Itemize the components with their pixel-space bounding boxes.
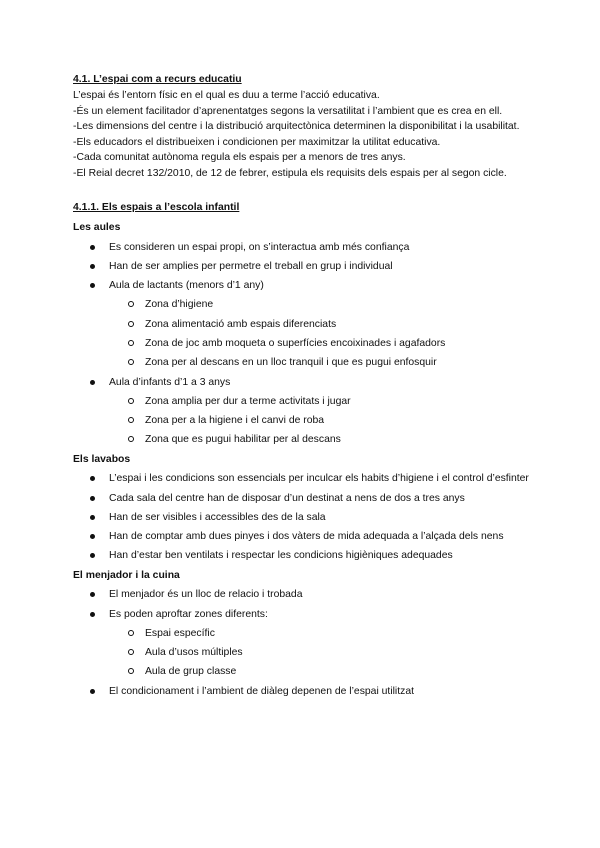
sublist-item: Aula de grup classe [109,662,530,681]
bullet-icon [90,592,95,597]
sublist-item: Zona per al descans en un lloc tranquil i que es pugui enfosquir [109,353,530,372]
lavabos-heading: Els lavabos [73,453,131,465]
sublist-item: Zona d’higiene [109,295,530,314]
intro-paragraph: -Cada comunitat autònoma regula els espais per a menors de tres anys. [73,152,406,163]
intro-paragraph: -Els educadors el distribueixen i condicionen per maximitzar la utilitat educativa. [73,136,441,148]
section-title: 4.1. L’espai com a recurs educatiu [73,74,242,85]
list-item: L’espai i les condicions son essencials per inculcar els habits d’higiene i el control d’esfinter [73,469,530,488]
list-item: Han d’estar ben ventilats i respectar les condicions higièniques adequades [73,546,530,565]
circle-bullet-icon [128,649,134,655]
circle-bullet-icon [128,340,134,346]
list-item: El menjador és un lloc de relacio i trobada [73,585,530,604]
circle-bullet-icon [128,436,134,442]
lactants-sublist [109,295,530,372]
subsection-title: 4.1.1. Els espais a l’escola infantil [73,202,240,213]
bullet-icon [90,534,95,539]
list-item: Aula d’infants d’1 a 3 anys Zona amplia per dur a terme activitats i jugar Zona per a la higiene i el canvi de roba Zona que es pugui habilitar per al descans [73,373,530,450]
sublist-item: Zona amplia per dur a terme activitats i jugar [109,392,530,411]
infants-sublist [109,392,530,450]
bullet-icon [90,380,95,385]
sublist-item: Espai específic [109,624,530,643]
sublist-item: Aula d’usos múltiples [109,643,530,662]
list-item: El condicionament i l’ambient de diàleg depenen de l’espai utilitzat [73,682,530,701]
aules-list [73,238,530,450]
intro-paragraph: -El Reial decret 132/2010, de 12 de febrer, estipula els requisits dels espais per al segon cicle. [73,167,507,179]
sublist-item: Zona que es pugui habilitar per al descans [109,430,530,449]
bullet-icon [90,245,95,250]
lavabos-list [73,469,530,565]
bullet-icon [90,496,95,501]
list-item: Han de comptar amb dues pinyes i dos vàters de mida adequada a l’alçada dels nens [73,527,530,546]
menjador-list [73,585,530,701]
intro-paragraph: -Les dimensions del centre i la distribució arquitectònica determinen la disponibilitat i la usabilitat. [73,121,520,132]
circle-bullet-icon [128,630,134,636]
bullet-icon [90,515,95,520]
circle-bullet-icon [128,398,134,404]
list-item: Aula de lactants (menors d’1 any) Zona d’higiene Zona alimentació amb espais diferenciats Zona de joc amb moqueta o superfícies encoixinades i agafadors Zona per al descans en un lloc tranquil i que es pugui enfosquir [73,276,530,372]
circle-bullet-icon [128,301,134,307]
sublist-item: Zona alimentació amb espais diferenciats [109,315,530,334]
list-item: Cada sala del centre han de disposar d’un destinat a nens de dos a tres anys [73,489,530,508]
zones-sublist [109,624,530,682]
bullet-icon [90,476,95,481]
menjador-heading: El menjador i la cuina [73,569,180,581]
bullet-icon [90,553,95,558]
sublist-item: Zona de joc amb moqueta o superfícies encoixinades i agafadors [109,334,530,353]
sublist-item: Zona per a la higiene i el canvi de roba [109,411,530,430]
bullet-icon [90,264,95,269]
list-item: Es consideren un espai propi, on s’interactua amb més confiança [73,238,530,257]
list-item: Han de ser visibles i accessibles des de la sala [73,508,530,527]
aules-heading: Les aules [73,222,121,233]
intro-paragraph: L’espai és l’entorn físic en el qual es duu a terme l’acció educativa. [73,90,380,101]
bullet-icon [90,689,95,694]
circle-bullet-icon [128,321,134,327]
intro-block [73,88,530,181]
intro-paragraph: -És un element facilitador d’aprenentatges segons la versatilitat i l’ambient que es crea en ell. [73,105,503,117]
bullet-icon [90,612,95,617]
circle-bullet-icon [128,668,134,674]
list-item: Han de ser amplies per permetre el treball en grup i individual [73,257,530,276]
list-item: Es poden aproftar zones diferents: Espai específic Aula d’usos múltiples Aula de grup classe [73,605,530,682]
circle-bullet-icon [128,359,134,365]
circle-bullet-icon [128,417,134,423]
bullet-icon [90,283,95,288]
